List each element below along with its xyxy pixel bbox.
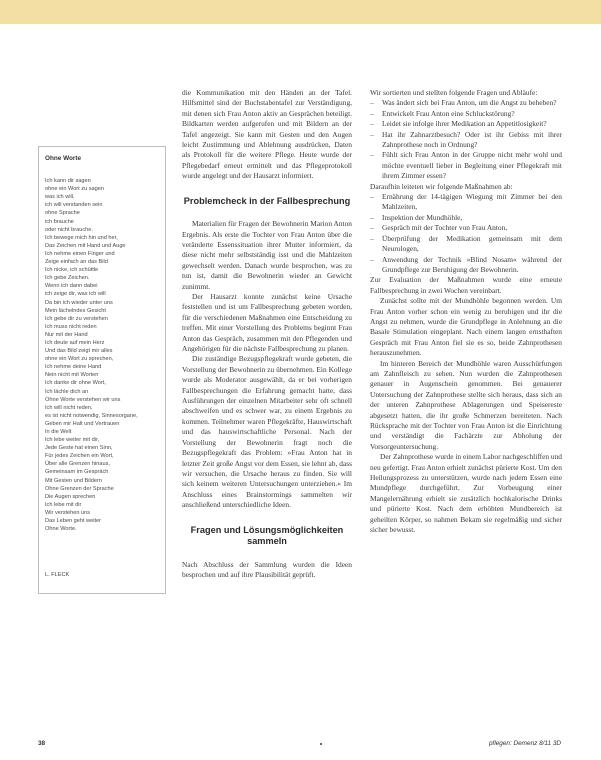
poem-line: Ich nicke, ich schüttle — [45, 267, 99, 274]
poem-line: Ich gebe Zeichen. — [45, 275, 90, 282]
poem-line: was ich will, — [45, 194, 75, 201]
poem-line: Ich lächle dich an — [45, 388, 89, 395]
journal-name: pflegen: Demenz 8/11 3D — [489, 740, 561, 747]
poem-line: Mein lächelndes Gesicht — [45, 307, 106, 314]
poem-line: Ich lebe weiter mit dir, — [45, 437, 100, 444]
paragraph: Der Hausarzt konnte zunächst keine Ursache feststellen und ist um Fallbesprechung gebeten worden, für die verschiedenen Maßnahmen eine Entscheidung zu treffen. Mit einer Vorstellung des Problems beginnt Frau Anton das Gespräch, zusammen mit den Pflegenden und Angehörigen für die nächste Fallbesprechung zu planen. — [182, 292, 352, 354]
poem-line: ohne Sprache — [45, 210, 80, 217]
poem-line: Ohne Worte verstehen wir uns — [45, 396, 121, 403]
paragraph: die Kommunikation mit den Händen an der Tafel. Hilfsmittel sind der Buchstabentafel zur Verständigung, mit denen sich Frau Anton aktiv an Gesprächen beteiligt. Bildkarten werden aufgerufen und mit Bildern an der Tafel angezeigt. Sie kann mit Gesten und den Augen leicht Zustimmung und Ablehnung ausdrücken, Daten als Protokoll für die weitere Pflege. Heute wurde der Pflegebedarf erneut ermittelt und das Pflegeprotokoll wurde angelegt und der Hausarzt informiert. — [182, 88, 352, 181]
poem-line: Ich lebe mit dir — [45, 501, 82, 508]
poem-line: Ich nehme einen Finger und — [45, 250, 115, 257]
paragraph: Der Zahnprothese wurde in einem Labor nachgeschliffen und neu gefertigt. Frau Anton erhielt zunächst pürierte Kost. Um den Heilungsprozess zu unterstützen, wurde nach jedem Essen eine Mundpflege durchgeführt. Zur Vorbeugung einer Mangelernährung erhielt sie zusätzlich hochkalorische Drinks und pürierte Kost. Nach dem erhöhten Mundbereich ist geheilten Körper, so nahmen Bekam sie regelmäßig und sicher sicher bewusst. — [370, 452, 562, 535]
poem-sidebar — [38, 146, 166, 594]
question-item: – Entwickelt Frau Anton eine Schluckstörung? — [370, 109, 562, 119]
poem-line: Nein nicht mit Worten — [45, 372, 99, 379]
poem-line: Ich deute auf mein Herz — [45, 339, 105, 346]
poem-line: Jede Geste hat einen Sinn, — [45, 445, 113, 452]
poem-line: Geben mir Halt und Vertrauen — [45, 420, 120, 427]
measure-item: – Ernährung der 14-tägigen Wiegung mit Zimmer bei den Mahlzeiten, — [370, 192, 562, 213]
poem-line: Da bin ich wieder unter uns — [45, 299, 113, 306]
poem-line: Ich gebe dir zu verstehen — [45, 315, 108, 322]
poem-line: Und das Bild zeigt mir alles — [45, 348, 113, 355]
measure-item: – Inspektion der Mundhöhle, — [370, 213, 562, 223]
paragraph: Zunächst sollte mit der Mundhöhle begonnen werden. Um Frau Anton vorher schon ein wenig zu beruhigen und ihr die Angst zu nehmen, wurde die Grundpflege in Anlehnung an die Basale Stimulation eingeplant. Nach einem langen ernsthaften Gespräch mit Frau Anton fiel sie es so, beide Zahnprothesen herauszunehmen. — [370, 296, 562, 358]
paragraph: Wir sortierten und stellten folgende Fragen und Abläufe: — [370, 88, 538, 97]
paragraph: Zur Evaluation der Maßnahmen wurde eine erneute Fallbesprechung in zwei Wochen vereinbart. — [370, 275, 562, 295]
paragraph: Materialien für Fragen der Bewohnerin Marion Anton Ergebnis. Als erste die Tochter von Frau Anton über die veränderte Essenssituation ihrer Mutter informiert, da diese nicht mehr selbstständig isst und die Mahlzeiten gewechselt werden. Danach wurde besprochen, was zu tun ist, damit die Bewohnerin wieder an Gewicht zunimmt. — [182, 219, 352, 291]
poem-line: oder nicht brauche. — [45, 226, 93, 233]
poem-line: ohne ein Wort zu sprechen, — [45, 356, 114, 363]
measure-item: – Anwendung der Technik »Blind Nosam« während der Grundpflege zur Beruhigung der Bewohnerin. — [370, 255, 562, 276]
poem-line: ich will verstanden sein — [45, 202, 103, 209]
poem-lines — [45, 177, 159, 533]
measures-list — [370, 192, 562, 275]
article-column-right — [370, 88, 562, 535]
question-item: – Was ändert sich bei Frau Anton, um die Angst zu beheben? — [370, 98, 562, 108]
page-number: 38 — [38, 740, 46, 747]
poem-line: Mit Gesten und Bildern — [45, 477, 102, 484]
top-color-band — [0, 0, 601, 24]
poem-line: es ist nicht notwendig, Sinnesorgane, — [45, 412, 138, 419]
poem-line: Nur mit der Hand — [45, 331, 88, 338]
poem-line: Ohne Worte. — [45, 526, 77, 533]
paragraph: Im hinteren Bereich der Mundhöhle waren Ausschürfungen am Zahnfleisch zu sehen. Nun wurden die Zahnprothesen genauer in Augenschein genommen. Bei genauerer Untersuchung der Zahnprothese stellte sich heraus, dass sich an der unteren Zahnprothese Ablagerungen und Speisereste abgesetzt hatten, die ihr große Schmerzen bereiteten. Nach Rücksprache mit der Tochter von Frau Anton ist die Einrichtung und verständigt die Fachärzte zur Abholung der Vorsorgeuntersuchung. — [370, 358, 562, 451]
questions-list — [370, 98, 562, 181]
poem-line: Für jedes Zeichen ein Wort, — [45, 453, 114, 460]
poem-line: In die Welt — [45, 429, 72, 435]
poem-line: ohne ein Wort zu sagen — [45, 186, 104, 193]
section-heading-problemcheck: Problemcheck in der Fallbesprechung — [183, 195, 351, 206]
poem-line: Über alle Grenzen hinaus, — [45, 461, 110, 468]
question-item: – Hat ihr Zahnarztbesuch? Oder ist ihr Gebiss mit ihrer Zahnprothese noch in Ordnung? — [370, 130, 562, 151]
poem-line: Ich nehme deine Hand — [45, 364, 102, 371]
question-item: – Fühlt sich Frau Anton in der Gruppe nicht mehr wohl und möchte eventuell lieber in Begleitung einer Pflegekraft mit ihrem Zimmer essen? — [370, 150, 562, 181]
poem-author: L. FLECK — [45, 571, 70, 578]
poem-line: Zeige einfach an das Bild — [45, 259, 108, 266]
poem-title: Ohne Worte — [45, 155, 82, 162]
poem-line: Die Augen sprechen — [45, 493, 96, 500]
poem-line: Ohne Grenzen der Sprache — [45, 485, 114, 492]
poem-line: Ich kann dir sagen — [45, 178, 91, 185]
article-column-middle — [182, 88, 352, 580]
poem-line: ich zeige dir, was ich will — [45, 291, 106, 298]
measure-item: – Gespräch mit der Tochter von Frau Anton, — [370, 223, 562, 233]
poem-line: Wenn ich dann dabei — [45, 283, 98, 290]
paragraph: Die zuständige Bezugspflegekraft wurde gebeten, die Vorstellung der Bewohnerin zu übernehmen. Ein Kollege wurde als Moderator ausgewählt, da er bei vorherigen Fallbesprechungen die Erfahrung gemacht hatte, dass Ausführungen der einzelnen Mitarbeiter sehr oft schnell abschweifen und es schwer war, zu einem Ergebnis zu kommen. Teilnehmer waren Pflegekräfte, Hauswirtschaft und das hauswirtschaftliche Personal. Nach der Vorstellung der Bewohnerin fragt noch die Bezugspflegekraft das Problem: »Frau Anton hat in letzter Zeit große Angst vor dem Essen, sie lehnt ab, dass wir versuchen, die Ursache heraus zu finden. Sie will sich keinem weiteren Untersuchungen unterziehen.« Im Anschluss eines Brainstormings sammelten wir anschließend unterschiedliche Ideen. — [182, 354, 352, 510]
poem-line: Ich bewege mich hin und her, — [45, 234, 118, 241]
poem-line: Ich will nicht reden, — [45, 404, 93, 411]
section-heading-fragen: Fragen und Lösungsmöglichkeiten sammeln — [190, 524, 344, 547]
paragraph: Daraufhin leiteten wir folgende Maßnahmen ab: — [370, 181, 513, 191]
paragraph: Nach Abschluss der Sammlung wurden die Ideen besprochen und auf ihre Plausibilität geprüft. — [182, 559, 352, 579]
poem-line: Ich muss nicht reden — [45, 323, 97, 330]
question-item: – Leidet sie infolge ihrer Medikation an Appetitlosigkeit? — [370, 119, 562, 129]
poem-line: Das Zeichen mit Hand und Auge — [45, 242, 126, 249]
poem-line: Ich danke dir ohne Wort, — [45, 380, 106, 387]
poem-line: Wir verstehen uns — [45, 509, 91, 516]
measure-item: – Überprüfung der Medikation gemeinsam mit dem Neurologen, — [370, 234, 562, 255]
poem-line: ich brauche — [45, 218, 74, 225]
poem-line: Gemeinsam im Gespräch — [45, 469, 109, 476]
center-mark — [320, 743, 322, 745]
poem-line: Das Leben geht weiter — [45, 518, 101, 525]
